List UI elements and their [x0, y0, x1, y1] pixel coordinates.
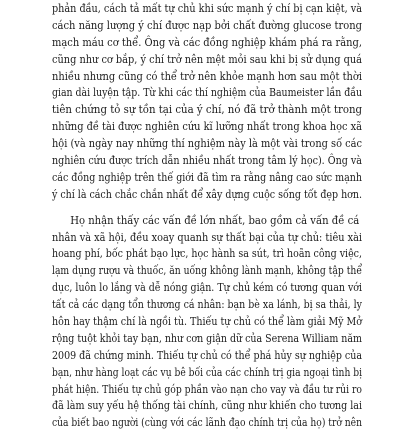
text-line: nhân và xã hội, đều xoay quanh sự thất bại của tự chủ: tiêu xài	[52, 229, 363, 244]
text-line: cách năng lượng ý chí được nạp bởi chất đường glucose trong	[52, 17, 362, 32]
text-line: hôn hay thậm chí là ngồi tù. Thiếu tự chủ có thể làm giải Mỹ Mở	[52, 314, 363, 329]
text-line: dục, luôn lo lắng và dễ nóng giận. Tự chủ kém có tương quan với	[52, 280, 363, 295]
text-line: cũng như cơ bắp, ý chí trở nên mệt mỏi sau khi bị sử dụng quá	[52, 51, 362, 66]
text-line: ý chí là cách chắc chắn nhất để xây dựng cuộc sống tốt đẹp hơn.	[52, 186, 363, 201]
text-line: đã làm suy yếu hệ thống tài chính, cũng như khiến cho tương lai	[52, 398, 363, 413]
text-line: hoang phí, bốc phát bạo lực, học hành sa sút, trì hoãn công việc,	[52, 246, 362, 261]
text-line: nghiên cứu được trích dẫn nhiều nhất trong tâm lý học). Ông và	[52, 153, 362, 168]
text-line: những đề tài được nghiên cứu kĩ lưỡng nhất trong khoa học xã	[52, 119, 362, 134]
paragraph-gap	[52, 203, 362, 212]
text-line: rộng tuột khỏi tay bạn, như cơn giận dữ của Serena William năm	[52, 330, 362, 345]
text-line: của biết bao người (cùng với các lãnh đạo chính trị của họ) trở nên	[52, 415, 362, 430]
text-line: tất cả các dạng tổn thương cá nhân: bạn bè xa lánh, bị sa thải, ly	[52, 297, 362, 312]
text-line: lạm dụng rượu và thuốc, ăn uống không lành mạnh, không tập thể	[52, 263, 363, 278]
text-line: phát hiện. Thiếu tự chủ góp phần vào nạn cho vay và đầu tư rủi ro	[52, 381, 362, 396]
text-line: Họ nhận thấy các vấn đề lớn nhất, bao gồm cả vấn đề cá	[70, 212, 360, 227]
body-text	[52, 0, 362, 431]
text-line: gian dài luyện tập. Từ khi các thí nghiệm của Baumeister lần đầu	[52, 85, 363, 100]
text-line: tiên chứng tỏ sự tồn tại của ý chí, nó đã trở thành một trong	[52, 102, 363, 117]
text-line: hội (và ngày nay những thí nghiệm này là một vài trong số các	[52, 136, 363, 151]
text-line: bạn, như hàng loạt các vụ bê bối của các chính trị gia ngoại tình bị	[52, 364, 363, 379]
text-line: mạch máu cơ thể. Ông và các đồng nghiệp khám phá ra rằng,	[52, 34, 362, 49]
text-line: phản đầu, cách tả mất tự chủ khi sức mạnh ý chí bị cạn kiệt, và	[52, 1, 362, 15]
text-line: 2009 đã chứng minh. Thiếu tự chủ có thể phá hủy sự nghiệp của	[52, 347, 362, 362]
text-line: các đồng nghiệp trên thế giới đã tìm ra rằng nâng cao sức mạnh	[52, 169, 362, 184]
text-line: nhiều nhưng cũng có thể trở nên khỏe mạnh hơn sau một thời	[52, 68, 362, 83]
